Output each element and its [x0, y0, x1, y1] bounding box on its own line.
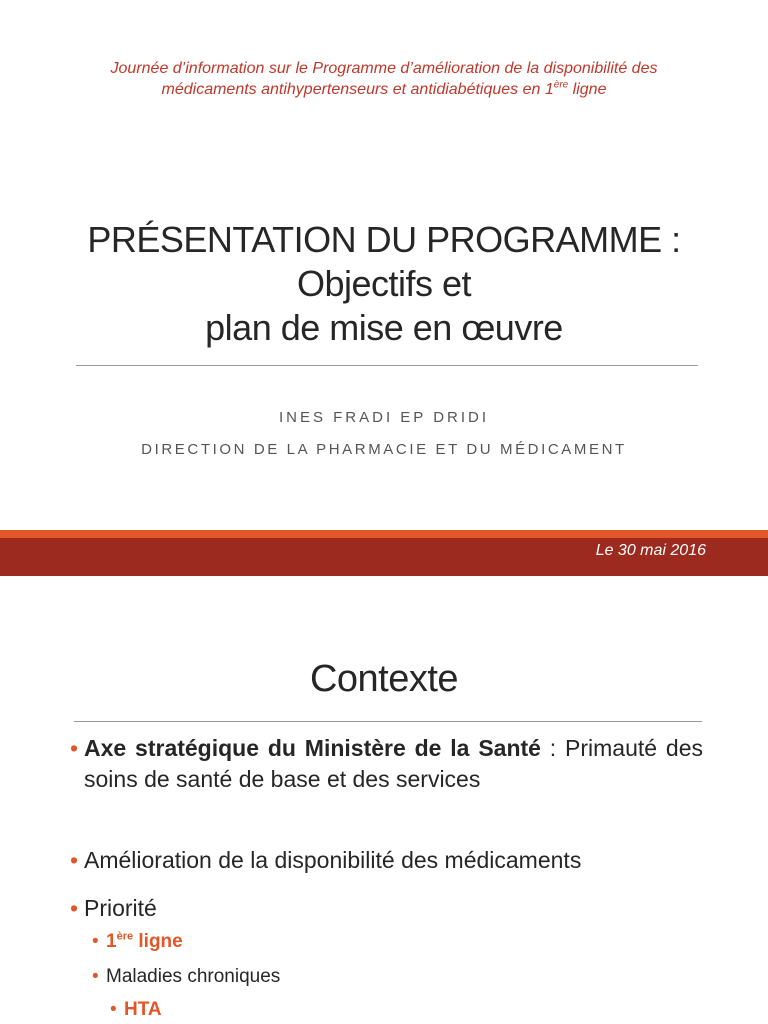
- bullet-priority: [70, 893, 157, 924]
- bullet-availability: [70, 845, 581, 876]
- author-name: INES FRADI EP DRIDI: [278, 409, 490, 426]
- sub-bullet-chronic: [92, 964, 280, 990]
- event-header-superscript: ère: [553, 79, 569, 91]
- presentation-title: [40, 218, 728, 350]
- accent-stripe: [0, 530, 768, 538]
- context-slide: [0, 576, 768, 1024]
- context-divider: [74, 721, 702, 722]
- sub-bullet-first-line-word: ligne: [133, 931, 183, 952]
- bullet-availability-text: Amélioration de la disponibilité des médicaments: [84, 847, 582, 873]
- sub-bullet-first-line: [92, 929, 183, 955]
- sub-bullet-hta: [110, 997, 162, 1023]
- sub-bullet-superscript: ère: [116, 930, 134, 943]
- event-header-line1: Journée d’information sur le Programme d’amélioration de la disponibilité des: [110, 60, 658, 77]
- title-line-3: plan de mise en œuvre: [205, 307, 563, 348]
- bullet-marker: •: [92, 966, 99, 987]
- title-divider: [76, 365, 698, 366]
- event-header-line2-end: ligne: [568, 81, 607, 98]
- sub-bullet-first-line-text: [106, 931, 183, 952]
- bullet-marker: •: [70, 735, 79, 761]
- title-line-2: Objectifs et: [296, 263, 472, 304]
- author-affiliation: DIRECTION DE LA PHARMACIE ET DU MÉDICAMENT: [141, 441, 627, 458]
- bullet-marker: •: [92, 931, 99, 952]
- bullet-marker: •: [110, 999, 117, 1020]
- event-header-line2: [40, 79, 728, 100]
- title-line-1: PRÉSENTATION DU PROGRAMME :: [87, 219, 681, 260]
- sub-bullet-first-line-num: 1: [106, 931, 117, 952]
- sub-bullet-hta-text: HTA: [124, 999, 162, 1020]
- bullet-strategic-axis-text: : Primauté des soins de santé de base et des services: [84, 735, 703, 792]
- bullet-strategic-axis-bold: Axe stratégique du Ministère de la Santé: [84, 735, 541, 761]
- bullet-priority-text: Priorité: [84, 895, 157, 921]
- context-title: Contexte: [309, 658, 459, 700]
- event-header-line2-text: médicaments antihypertenseurs et antidiabétiques en 1: [161, 81, 554, 98]
- event-header: [40, 58, 728, 100]
- bullet-marker: •: [70, 895, 79, 921]
- bullet-marker: •: [70, 847, 79, 873]
- sub-bullet-chronic-text: Maladies chroniques: [106, 966, 281, 987]
- presentation-date: Le 30 mai 2016: [595, 542, 706, 559]
- bullet-strategic-axis: [70, 733, 703, 795]
